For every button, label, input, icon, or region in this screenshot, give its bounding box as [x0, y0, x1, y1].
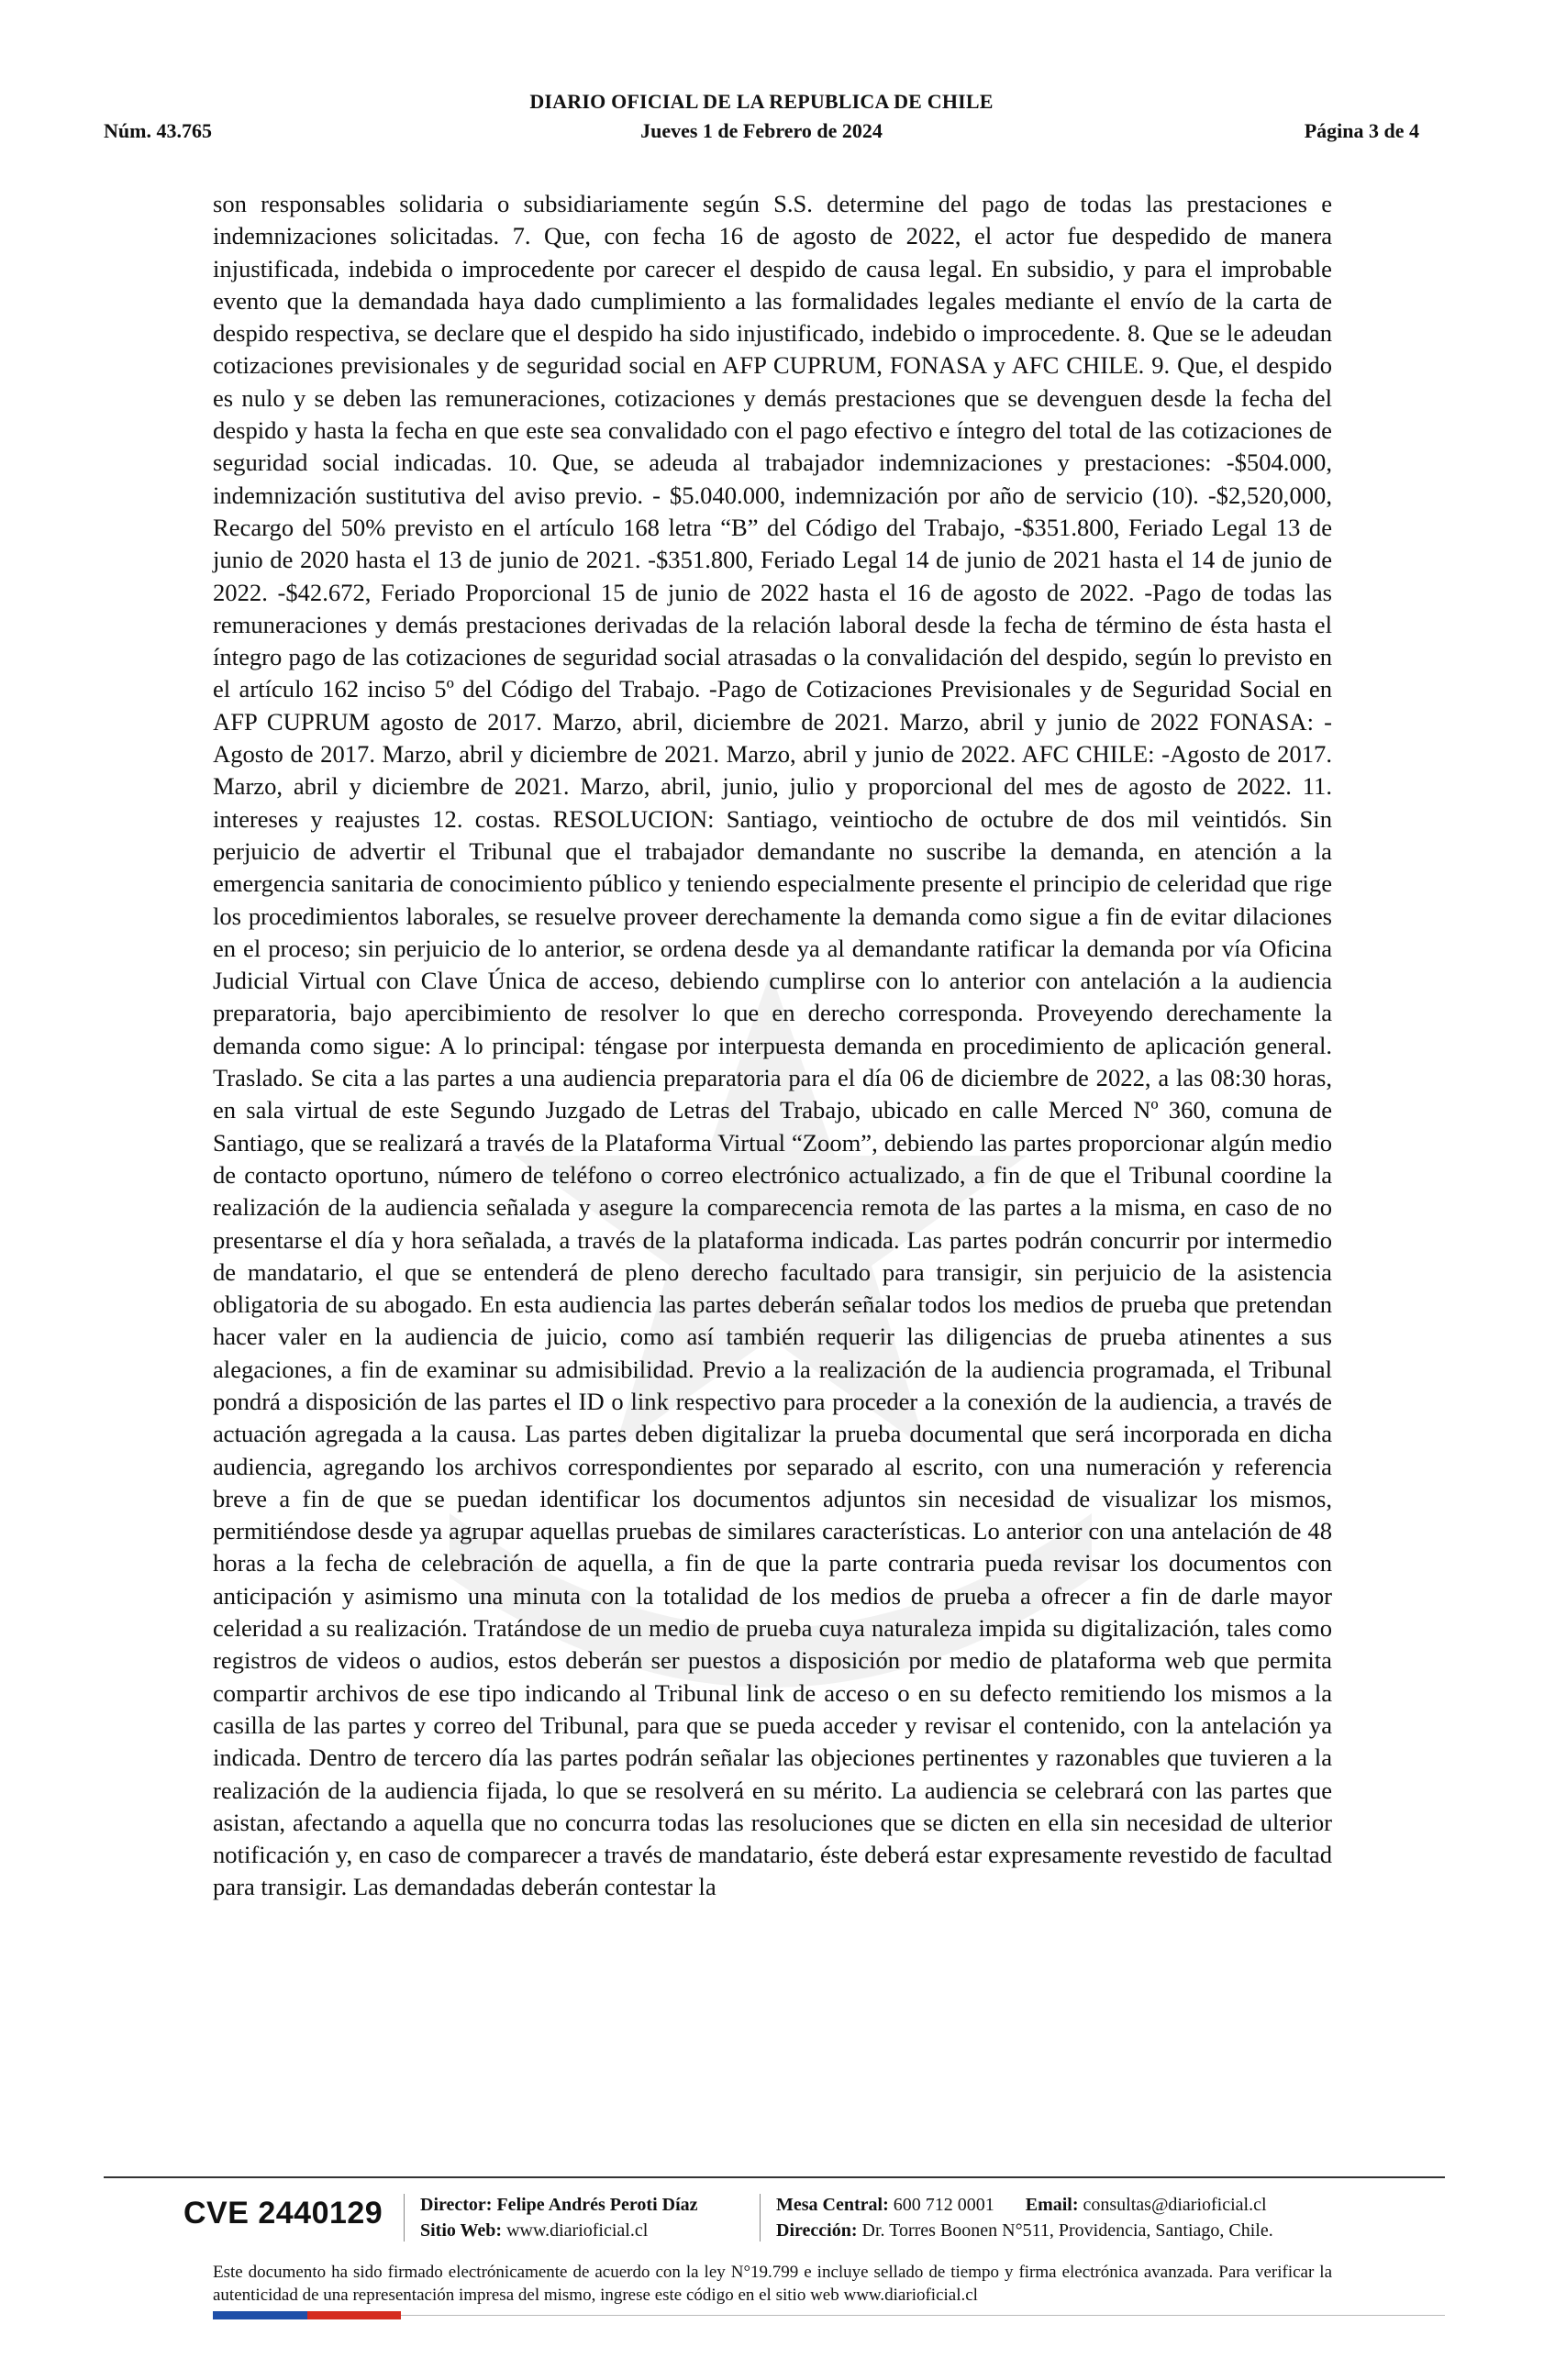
director-label: Director: [420, 2195, 493, 2215]
email-link[interactable]: consultas@diarioficial.cl [1083, 2195, 1267, 2215]
page-header [104, 86, 1419, 150]
body-text: son responsables solidaria o subsidiariamente según S.S. determine del pago de todas las prestaciones e indemnizaciones solicitadas. 7. Que, con fecha 16 de agosto de 2022, el actor fue despedido de manera injustificada, indebida o improcedente por carecer el despido de causa legal. En subsidio, y para el improbable evento que la demandada haya dado cumplimiento a las formalidades legales mediante el envío de la carta de despido respectiva, se declare que el despido ha sido injustificado, indebido o improcedente. 8. Que se le adeudan cotizaciones previsionales y de seguridad social en AFP CUPRUM, FONASA y AFC CHILE. 9. Que, el despido es nulo y se deben las remuneraciones, cotizaciones y demás prestaciones que se devenguen desde la fecha del despido y hasta la fecha en que este sea convalidado con el pago efectivo e íntegro del total de las cotizaciones de seguridad social indicadas. 10. Que, se adeuda al trabajador indemnizaciones y prestaciones: -$504.000, indemnización sustitutiva del aviso previo. - $5.040.000, indemnización por año de servicio (10). -$2,520,000, Recargo del 50% previsto en el artículo 168 letra “B” del Código del Trabajo, -$351.800, Feriado Legal 13 de junio de 2020 hasta el 13 de junio de 2021. -$351.800, Feriado Legal 14 de junio de 2021 hasta el 14 de junio de 2022. -$42.672, Feriado Proporcional 15 de junio de 2022 hasta el 16 de agosto de 2022. -Pago de todas las remuneraciones y demás prestaciones derivadas de la relación laboral desde la fecha de término de ésta hasta el íntegro pago de las cotizaciones de seguridad social atrasadas o la convalidación del despido, según lo previsto en el artículo 162 inciso 5º del Código del Trabajo. -Pago de Cotizaciones Previsionales y de Seguridad Social en AFP CUPRUM agosto de 2017. Marzo, abril, diciembre de 2021. Marzo, abril y junio de 2022 FONASA: -Agosto de 2017. Marzo, abril y diciembre de 2021. Marzo, abril y junio de 2022. AFC CHILE: -Agosto de 2017. Marzo, abril y diciembre de 2021. Marzo, abril, junio, julio y proporcional del mes de agosto de 2022. 11. intereses y reajustes 12. costas. RESOLUCION: Santiago, veintiocho de octubre de dos mil veintidós. Sin perjuicio de advertir el Tribunal que el trabajador demandante no suscribe la demanda, en atención a la emergencia sanitaria de conocimiento público y teniendo especialmente presente el principio de celeridad que rige los procedimientos laborales, se resuelve proveer derechamente la demanda como sigue a fin de evitar dilaciones en el proceso; sin perjuicio de lo anterior, se ordena desde ya al demandante ratificar la demanda por vía Oficina Judicial Virtual con Clave Única de acceso, debiendo cumplirse con lo anterior con antelación a la audiencia preparatoria, bajo apercibimiento de resolver lo que en derecho corresponda. Proveyendo derechamente la demanda como sigue: A lo principal: téngase por interpuesta demanda en procedimiento de aplicación general. Traslado. Se cita a las partes a una audiencia preparatoria para el día 06 de diciembre de 2022, a las 08:30 horas, en sala virtual de este Segundo Juzgado de Letras del Trabajo, ubicado en calle Merced Nº 360, comuna de Santiago, que se realizará a través de la Plataforma Virtual “Zoom”, debiendo las partes proporcionar algún medio de contacto oportuno, número de teléfono o correo electrónico actualizado, a fin de que el Tribunal coordine la realización de la audiencia señalada y asegure la comparecencia remota de las partes a la misma, en caso de no presentarse el día y hora señalada, a través de la plataforma indicada. Las partes podrán concurrir por intermedio de mandatario, el que se entenderá de pleno derecho facultado para transigir, sin perjuicio de la asistencia obligatoria de su abogado. En esta audiencia las partes deberán señalar todos los medios de prueba que pretendan hacer valer en la audiencia de juicio, como así también requerir las diligencias de prueba atinentes a sus alegaciones, a fin de examinar su admisibilidad. Previo a la realización de la audiencia programada, el Tribunal pondrá a disposición de las partes el ID o link respectivo para proceder a la conexión de la audiencia, a través de actuación agregada a la causa. Las partes deben digitalizar la prueba documental que será incorporada en dicha audiencia, agregando los archivos correspondientes por separado al escrito, con una numeración y referencia breve a fin de que se puedan identificar los documentos adjuntos sin necesidad de visualizar los mismos, permitiéndose desde ya agrupar aquellas pruebas de similares características. Lo anterior con una antelación de 48 horas a la fecha de celebración de aquella, a fin de que la parte contraria pueda revisar los documentos con anticipación y asimismo una minuta con la totalidad de los medios de prueba a ofrecer a fin de darle mayor celeridad a su realización. Tratándose de un medio de prueba cuya naturaleza impida su digitalización, tales como registros de videos o audios, estos deberán ser puestos a disposición por medio de plataforma web que permita compartir archivos de ese tipo indicando al Tribunal link de acceso o en su defecto remitiendo los mismos a la casilla de las partes y correo del Tribunal, para que se pueda acceder y revisar el contenido, con la antelación ya indicada. Dentro de tercero día las partes podrán señalar las objeciones pertinentes y razonables que tuvieren a la realización de la audiencia fijada, lo que se resolverá en su mérito. La audiencia se celebrará con las partes que asistan, afectando a aquella que no concurra todas las resoluciones que se dicten en ella sin necesidad de ulterior notificación y, en caso de comparecer a través de mandatario, éste deberá estar expresamente revestido de facultad para transigir. Las demandadas deberán contestar la [213, 190, 1332, 1901]
website-label: Sitio Web: [420, 2220, 503, 2241]
footer-separator [760, 2194, 761, 2242]
footer-contact-block [776, 2192, 1273, 2243]
flag-blue-segment [213, 2311, 307, 2319]
issue-date: Jueves 1 de Febrero de 2024 [640, 119, 883, 142]
website-link[interactable]: www.diarioficial.cl [506, 2220, 649, 2241]
footer-director-block [420, 2192, 698, 2243]
address-value: Dr. Torres Boonen N°511, Providencia, Santiago, Chile. [861, 2220, 1273, 2241]
flag-red-segment [307, 2311, 402, 2319]
footer-divider [104, 2176, 1445, 2178]
page-footer [183, 2190, 1376, 2245]
bottom-divider [401, 2315, 1445, 2316]
director-name: Felipe Andrés Peroti Díaz [496, 2195, 698, 2215]
signature-disclaimer: Este documento ha sido firmado electrónicamente de acuerdo con la ley N°19.799 e incluye sellado de tiempo y firma electrónica avanzada. Para verificar la autenticidad de una representación impresa del mismo, ingrese este código en el sitio web www.diarioficial.cl [213, 2263, 1332, 2305]
email-label: Email: [1025, 2195, 1079, 2215]
address-label: Dirección: [776, 2220, 858, 2241]
phone-value: 600 712 0001 [893, 2195, 994, 2215]
issue-number: Núm. 43.765 [104, 119, 212, 142]
publication-title: DIARIO OFICIAL DE LA REPUBLICA DE CHILE [529, 90, 994, 113]
cve-code: CVE 2440129 [183, 2196, 383, 2231]
footer-separator [404, 2194, 405, 2242]
flag-color-bar [213, 2311, 401, 2319]
phone-label: Mesa Central: [776, 2195, 889, 2215]
page-number: Página 3 de 4 [1304, 119, 1419, 142]
